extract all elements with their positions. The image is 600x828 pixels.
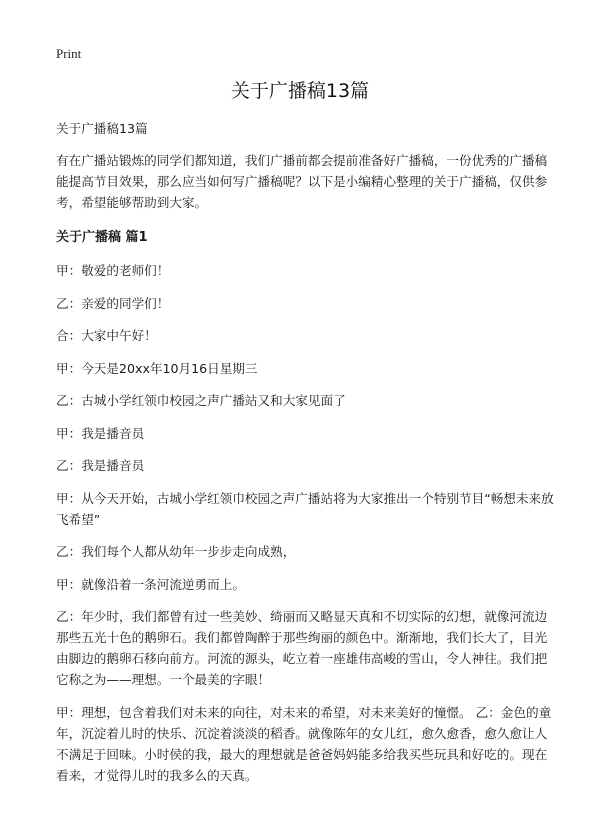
script-line: 甲：理想，包含着我们对未来的向往，对未来的希望，对未来美好的憧憬。 乙：金色的童年，沉淀着儿时的快乐、沉淀着淡淡的稻香。就像陈年的女儿红，愈久愈香，愈久愈让人不满足于回味。小时侯的我，最大的理想就是爸爸妈妈能多给我买些玩具和好吃的。现在看来，才觉得儿时的我多么的天真。 (56, 705, 552, 783)
script-line: 甲：就像沿着一条河流逆勇而上。 (56, 576, 245, 592)
script-line: 合：大家中午好！ (56, 328, 157, 343)
script-line: 甲：我是播音员 (56, 425, 145, 441)
script-line: 甲：今天是20xx年10月16日星期三 (56, 360, 258, 376)
script-line: 甲：敬爱的老师们！ (56, 263, 170, 278)
section-heading: 关于广播稿 篇1 (56, 230, 148, 245)
script-line: 乙：亲爱的同学们！ (56, 295, 170, 311)
script-line: 乙：年少时，我们都曾有过一些美妙、绮丽而又略显天真和不切实际的幻想，就像河流边那些五光十色的鹅卵石。我们都曾陶醉于那些绚丽的颜色中。渐渐地，我们长大了，目光由脚边的鹅卵石移向前方。河流的源头，屹立着一座雄伟高峻的雪山，令人神往。我们把它称之为——理想。一个最美的字眼！ (56, 609, 548, 687)
script-line: 乙：我们每个人都从幼年一步步走向成熟， (56, 544, 296, 559)
script-line: 乙：古城小学红领巾校园之声广播站又和大家见面了 (56, 393, 346, 408)
document-subtitle: 关于广播稿13篇 (56, 121, 148, 136)
intro-paragraph: 有在广播站锻炼的同学们都知道，我们广播前都会提前准备好广播稿，一份优秀的广播稿能提高节目效果，那么应当如何写广播稿呢？以下是小编精心整理的关于广播稿，仅供参考，希望能够帮助到大家。 (56, 153, 548, 210)
page-title: 关于广播稿13篇 (230, 80, 370, 102)
print-label: Print (56, 46, 82, 61)
script-line: 甲：从今天开始，古城小学红领巾校园之声广播站将为大家推出一个特别节目“畅想未来放飞希望” (56, 490, 554, 527)
script-line: 乙：我是播音员 (56, 458, 145, 473)
document-body (56, 118, 556, 798)
